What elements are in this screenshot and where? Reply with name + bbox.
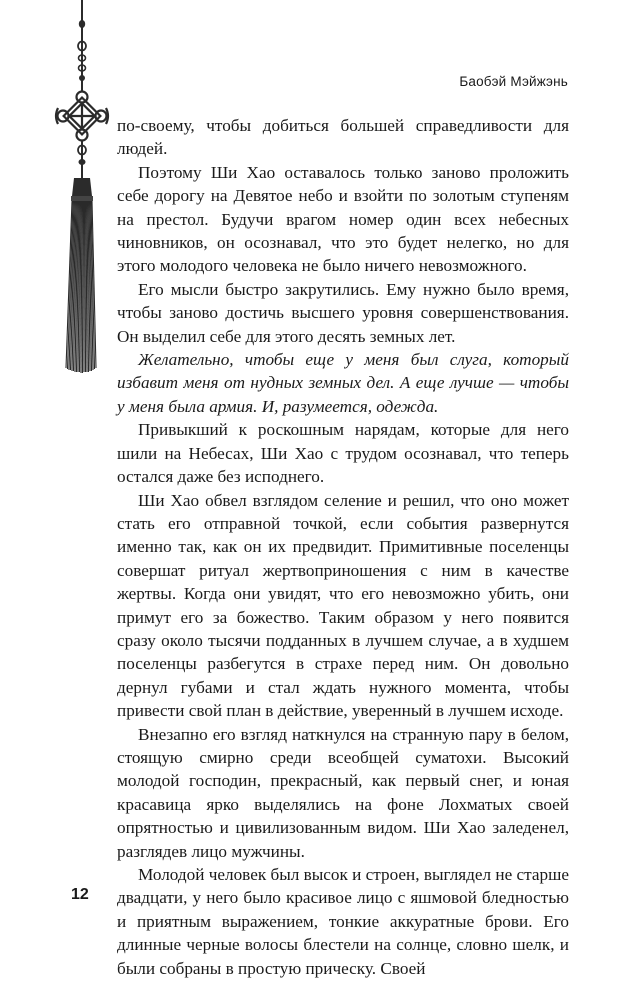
body-text [117, 114, 569, 980]
paragraph-8: Молодой человек был высок и строен, выглядел не старше двадцати, у него было красивое лицо с яшмовой бледностью и приятным выражением, тонкие аккуратные брови. Его длинные черные волосы блестели на солнце, словно шелк, и были собраны в простую прическу. Своей [117, 865, 569, 978]
paragraph-2: Поэтому Ши Хао оставалось только заново проложить себе дорогу на Девятое небо и взойти по золотым ступеням на престол. Будучи врагом номер один всех небесных чиновников, он осознавал, что это будет нелегко, но для этого молодого человека не было ничего невозможного. [117, 162, 569, 276]
paragraph-1: по-своему, чтобы добиться большей справедливости для людей. [117, 116, 569, 159]
tassel-knot-ornament-icon [52, 0, 112, 380]
paragraph-4-italic-thought: Желательно, чтобы еще у меня был слуга, который избавит меня от нудных земных дел. А еще лучше — чтобы у меня была армия. И, разумеется, одежда. [117, 350, 569, 416]
paragraph-5: Привыкший к роскошным нарядам, которые для него шили на Небесах, Ши Хао с трудом осознавал, что теперь остался даже без исподнего. [117, 420, 569, 487]
paragraph-6: Ши Хао обвел взглядом селение и решил, что оно может стать его отправной точкой, если события развернутся именно так, как он их предвидит. Примитивные поселенцы совершат ритуал жертвоприношения с ним в качестве жертвы. Когда они увидят, что его невозможно убить, они примут его за божество. Таким образом у него появится сразу около тысячи подданных в лучшем случае, а в худшем поселенцы разбегутся в страхе перед ним. Он довольно дернул губами и стал ждать нужного момента, чтобы привести свой план в действие, уверенный в лучшем исходе. [117, 490, 569, 721]
running-header-title: Баобэй Мэйжэнь [459, 74, 568, 89]
paragraph-7: Внезапно его взгляд наткнулся на странную пару в белом, стоящую смирно среди всеобщей суматохи. Высокий молодой господин, прекрасный, как первый снег, и юная красавица ярко выделялись на фоне Лохматых своей опрятностью и цивилизованным видом. Ши Хао заледенел, разглядев лицо мужчины. [117, 724, 569, 861]
page-number: 12 [71, 886, 89, 903]
paragraph-3: Его мысли быстро закрутились. Ему нужно было время, чтобы заново достичь высшего уровня совершенствования. Он выделил себе для этого десять земных лет. [117, 279, 569, 346]
